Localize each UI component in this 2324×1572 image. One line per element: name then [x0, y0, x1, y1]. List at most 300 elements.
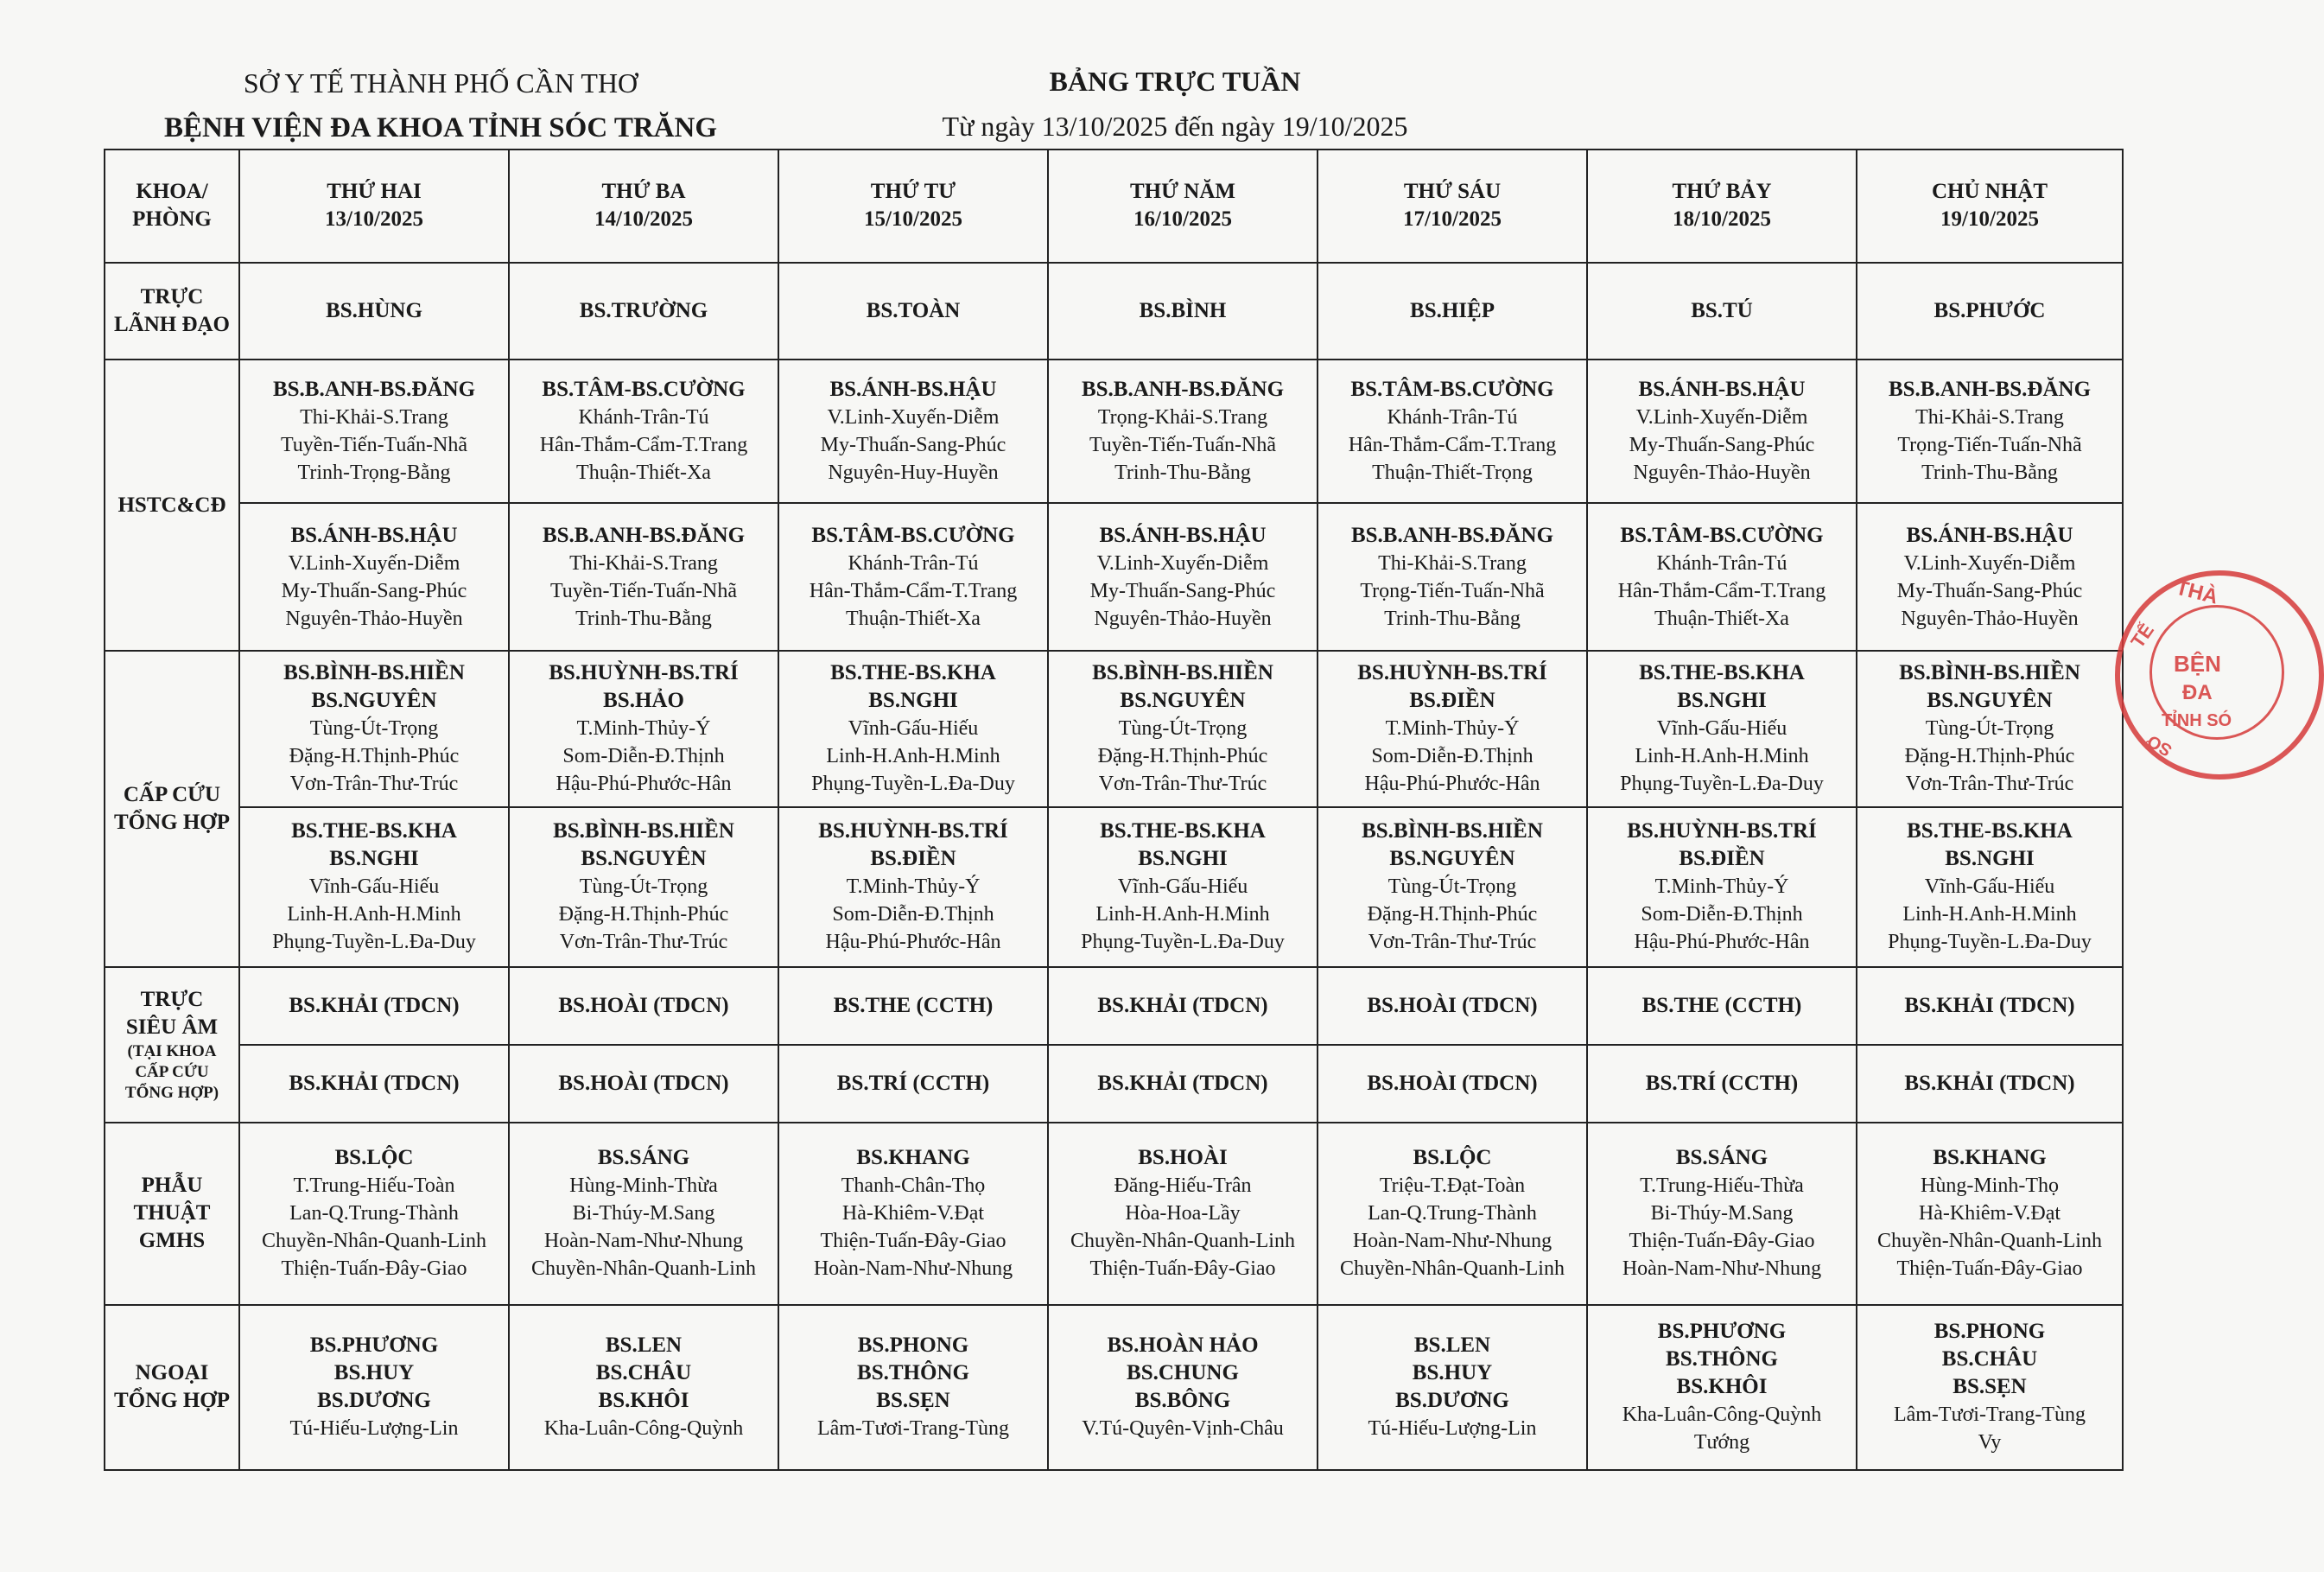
staff-names: Thiện-Tuấn-Đây-Giao — [1089, 1257, 1276, 1281]
section-label-line: LÃNH ĐẠO — [113, 312, 231, 336]
corner-header — [105, 150, 239, 263]
staff-names: V.Linh-Xuyến-Diễm — [1903, 551, 2076, 575]
staff-names: Hà-Khiêm-V.Đạt — [841, 1202, 985, 1225]
section-label-line: HSTC&CĐ — [117, 493, 226, 517]
staff-names: Vĩnh-Gấu-Hiếu — [1924, 875, 2055, 899]
staff-names: Som-Diễn-Đ.Thịnh — [1641, 903, 1803, 926]
duty-cell — [1587, 1305, 1857, 1470]
staff-names: Trinh-Thu-Bằng — [575, 607, 712, 630]
staff-names: Bi-Thúy-M.Sang — [572, 1202, 715, 1225]
header-row — [105, 150, 2123, 263]
duty-cell — [239, 807, 509, 967]
staff-names: Khánh-Trân-Tú — [578, 406, 709, 430]
duty-cell — [1587, 263, 1857, 360]
seal-text: SỞ — [2143, 729, 2175, 761]
staff-names: V.Tú-Quyên-Vịnh-Châu — [1082, 1417, 1284, 1441]
staff-names: Vĩnh-Gấu-Hiếu — [1117, 875, 1248, 899]
duty-cell — [778, 263, 1048, 360]
staff-names: Hùng-Minh-Thọ — [1921, 1174, 2059, 1198]
staff-names: Hậu-Phú-Phước-Hân — [1364, 773, 1540, 796]
doctor-name: BS.B.ANH-BS.ĐĂNG — [272, 378, 476, 402]
staff-names: Đăng-Hiếu-Trân — [1114, 1174, 1252, 1198]
duty-cell — [509, 967, 778, 1045]
duty-cell — [1857, 1123, 2123, 1305]
staff-names: Triệu-T.Đạt-Toàn — [1379, 1174, 1526, 1198]
staff-names: T.Minh-Thủy-Ý — [1385, 717, 1520, 741]
doctor-name: BS.HUỲNH-BS.TRÍ — [818, 819, 1008, 843]
staff-names: Chuyền-Nhân-Quanh-Linh — [1340, 1257, 1565, 1281]
doctor-name: BS.DƯƠNG — [1395, 1389, 1509, 1413]
doctor-name: BS.THE (CCTH) — [833, 994, 994, 1018]
hospital-name: BỆNH VIỆN ĐA KHOA TỈNH SÓC TRĂNG — [164, 112, 717, 143]
duty-cell — [1857, 360, 2123, 503]
staff-names: Nguyên-Thảo-Huyền — [285, 607, 463, 630]
schedule-row — [105, 1305, 2123, 1470]
staff-names: Phụng-Tuyền-L.Đa-Duy — [272, 931, 476, 954]
staff-names: Tùng-Út-Trọng — [309, 717, 439, 741]
staff-names: Thi-Khải-S.Trang — [569, 551, 718, 575]
section-label-line: SIÊU ÂM — [125, 1015, 219, 1039]
section-label-line: GMHS — [138, 1229, 206, 1253]
doctor-name: BS.TRƯỜNG — [579, 298, 708, 322]
doctor-name: BS.CHUNG — [1127, 1361, 1239, 1385]
duty-cell — [1318, 807, 1587, 967]
duty-cell — [509, 360, 778, 503]
section-sublabel-line: (TẠI KHOA — [127, 1041, 217, 1060]
staff-names: Chuyền-Nhân-Quanh-Linh — [1877, 1230, 2102, 1253]
section-label-line: TRỰC — [140, 987, 204, 1011]
doctor-name: BS.BÌNH-BS.HIỀN — [283, 661, 465, 685]
day-header — [1857, 150, 2123, 263]
document-title: BẢNG TRỰC TUẦN — [1049, 66, 1301, 97]
duty-cell — [1048, 967, 1318, 1045]
staff-names: Vơn-Trân-Thư-Trúc — [1368, 931, 1537, 954]
doctor-name: BS.BÌNH-BS.HIỀN — [553, 819, 734, 843]
seal-text: TỈNH SÓ — [2162, 711, 2232, 730]
staff-names: Lâm-Tươi-Trang-Tùng — [1893, 1403, 2086, 1427]
doctor-name: BS.NGHI — [1677, 689, 1767, 713]
duty-cell — [778, 360, 1048, 503]
day-name: THỨ SÁU — [1403, 180, 1502, 204]
staff-names: Tướng — [1693, 1431, 1750, 1454]
staff-names: Chuyền-Nhân-Quanh-Linh — [262, 1230, 486, 1253]
staff-names: Phụng-Tuyền-L.Đa-Duy — [1081, 931, 1285, 954]
duty-cell — [1587, 1045, 1857, 1122]
section-label-line: PHẪU — [141, 1174, 203, 1198]
doctor-name: BS.ĐIỀN — [1679, 847, 1765, 871]
day-date: 18/10/2025 — [1673, 207, 1771, 232]
duty-cell — [1048, 1305, 1318, 1470]
staff-names: Thiện-Tuấn-Đây-Giao — [1629, 1230, 1815, 1253]
section-label-line: THUẬT — [133, 1201, 211, 1225]
doctor-name: BS.ĐIỀN — [1409, 689, 1495, 713]
section-label-line: CẤP CỨU — [123, 782, 221, 806]
staff-names: Vĩnh-Gấu-Hiếu — [308, 875, 440, 899]
doctor-name: BS.TOÀN — [866, 298, 961, 322]
doctor-name: BS.KHẢI (TDCN) — [289, 994, 460, 1018]
day-header — [239, 150, 509, 263]
doctor-name: BS.LEN — [605, 1333, 683, 1358]
doctor-name: BS.B.ANH-BS.ĐĂNG — [542, 523, 746, 547]
duty-cell — [778, 807, 1048, 967]
duty-cell — [778, 1045, 1048, 1122]
duty-cell — [778, 503, 1048, 651]
doctor-name: BS.NGHI — [868, 689, 958, 713]
doctor-name: BS.BÌNH-BS.HIỀN — [1362, 819, 1543, 843]
staff-names: Linh-H.Anh-H.Minh — [1635, 745, 1809, 768]
doctor-name: BS.NGUYÊN — [311, 689, 437, 713]
staff-names: Chuyền-Nhân-Quanh-Linh — [1070, 1230, 1295, 1253]
staff-names: Hậu-Phú-Phước-Hân — [825, 931, 1001, 954]
doctor-name: BS.HUỲNH-BS.TRÍ — [549, 661, 739, 685]
duty-cell — [778, 1305, 1048, 1470]
department-name: SỞ Y TẾ THÀNH PHỐ CẦN THƠ — [243, 67, 638, 99]
doctor-name: BS.HUỲNH-BS.TRÍ — [1357, 661, 1547, 685]
doctor-name: BS.SẸN — [1953, 1375, 2027, 1399]
duty-cell — [1318, 503, 1587, 651]
staff-names: T.Trung-Hiếu-Thừa — [1640, 1174, 1804, 1198]
doctor-name: BS.NGUYÊN — [581, 847, 707, 871]
doctor-name: BS.LỘC — [1413, 1146, 1492, 1170]
staff-names: Hà-Khiêm-V.Đạt — [1918, 1202, 2061, 1225]
doctor-name: BS.HOÀN HẢO — [1107, 1333, 1259, 1358]
staff-names: Hùng-Minh-Thừa — [569, 1174, 718, 1198]
staff-names: Đặng-H.Thịnh-Phúc — [558, 903, 729, 926]
doctor-name: BS.BÌNH-BS.HIỀN — [1092, 661, 1273, 685]
duty-cell — [239, 1305, 509, 1470]
staff-names: V.Linh-Xuyến-Diễm — [288, 551, 460, 575]
staff-names: Som-Diễn-Đ.Thịnh — [832, 903, 994, 926]
schedule-row — [105, 1123, 2123, 1305]
doctor-name: BS.HOÀI (TDCN) — [558, 994, 729, 1018]
duty-cell — [1318, 1123, 1587, 1305]
staff-names: Đặng-H.Thịnh-Phúc — [1097, 745, 1268, 768]
day-name: THỨ TƯ — [870, 180, 956, 204]
day-name: THỨ HAI — [327, 180, 422, 204]
day-name: THỨ BA — [601, 180, 686, 204]
staff-names: Tú-Hiếu-Lượng-Lin — [289, 1417, 459, 1441]
section-label-line: NGOẠI — [135, 1361, 209, 1385]
duty-cell — [239, 360, 509, 503]
staff-names: Hoàn-Nam-Như-Nhung — [1622, 1257, 1822, 1281]
schedule-row — [105, 807, 2123, 967]
doctor-name: BS.TRÍ (CCTH) — [836, 1072, 990, 1096]
section-label-line: TỔNG HỢP — [113, 1389, 231, 1413]
staff-names: Đặng-H.Thịnh-Phúc — [1367, 903, 1538, 926]
staff-names: T.Minh-Thủy-Ý — [846, 875, 981, 899]
duty-cell — [778, 651, 1048, 807]
staff-names: Vơn-Trân-Thư-Trúc — [289, 773, 459, 796]
staff-names: Hân-Thắm-Cẩm-T.Trang — [1617, 579, 1826, 602]
staff-names: Khánh-Trân-Tú — [1387, 406, 1518, 430]
staff-names: Kha-Luân-Công-Quỳnh — [1622, 1403, 1822, 1427]
doctor-name: BS.THE-BS.KHA — [1100, 819, 1266, 843]
doctor-name: BS.TÂM-BS.CƯỜNG — [1350, 378, 1554, 402]
staff-names: T.Minh-Thủy-Ý — [576, 717, 711, 741]
doctor-name: BS.B.ANH-BS.ĐĂNG — [1888, 378, 2092, 402]
duty-cell — [1587, 807, 1857, 967]
doctor-name: BS.NGUYÊN — [1927, 689, 2053, 713]
section-sublabel-line: CẤP CỨU — [135, 1062, 209, 1081]
staff-names: My-Thuấn-Sang-Phúc — [281, 579, 467, 602]
doctor-name: BS.KHẢI (TDCN) — [1097, 994, 1268, 1018]
section-label-line: TRỰC — [140, 284, 204, 309]
doctor-name: BS.DƯƠNG — [317, 1389, 431, 1413]
staff-names: Thi-Khải-S.Trang — [1378, 551, 1527, 575]
day-name: THỨ NĂM — [1130, 180, 1235, 204]
staff-names: Thiện-Tuấn-Đây-Giao — [820, 1230, 1006, 1253]
schedule-row — [105, 503, 2123, 651]
doctor-name: BS.HUY — [1412, 1361, 1493, 1385]
doctor-name: BS.HOÀI — [1138, 1146, 1228, 1170]
staff-names: Đặng-H.Thịnh-Phúc — [289, 745, 460, 768]
section-label — [105, 360, 239, 651]
staff-names: Linh-H.Anh-H.Minh — [287, 903, 461, 926]
duty-cell — [1587, 651, 1857, 807]
duty-cell — [1857, 1305, 2123, 1470]
staff-names: Som-Diễn-Đ.Thịnh — [1371, 745, 1533, 768]
duty-cell — [1048, 651, 1318, 807]
duty-cell — [778, 1123, 1048, 1305]
staff-names: Kha-Luân-Công-Quỳnh — [543, 1417, 744, 1441]
doctor-name: BS.KHẢI (TDCN) — [1904, 994, 2075, 1018]
duty-cell — [1857, 967, 2123, 1045]
staff-names: My-Thuấn-Sang-Phúc — [820, 434, 1006, 457]
staff-names: Lan-Q.Trung-Thành — [1368, 1202, 1537, 1225]
staff-names: Thanh-Chân-Thọ — [841, 1174, 986, 1198]
doctor-name: BS.ÁNH-BS.HẬU — [290, 523, 458, 547]
schedule-row — [105, 1045, 2123, 1122]
staff-names: My-Thuấn-Sang-Phúc — [1896, 579, 2083, 602]
staff-names: Tùng-Út-Trọng — [1118, 717, 1248, 741]
staff-names: Tuyền-Tiến-Tuấn-Nhã — [549, 579, 738, 602]
section-label — [105, 263, 239, 360]
duty-cell — [239, 503, 509, 651]
duty-cell — [509, 1123, 778, 1305]
doctor-name: BS.NGHI — [329, 847, 419, 871]
staff-names: Phụng-Tuyền-L.Đa-Duy — [1620, 773, 1824, 796]
staff-names: Tuyền-Tiến-Tuấn-Nhã — [1089, 434, 1277, 457]
section-label-line: TỔNG HỢP — [113, 810, 231, 834]
staff-names: Hân-Thắm-Cẩm-T.Trang — [1348, 434, 1557, 457]
doctor-name: BS.TÂM-BS.CƯỜNG — [1620, 523, 1824, 547]
day-date: 13/10/2025 — [325, 207, 423, 232]
duty-cell — [509, 1305, 778, 1470]
duty-cell — [1587, 503, 1857, 651]
staff-names: Hoàn-Nam-Như-Nhung — [543, 1230, 744, 1253]
doctor-name: BS.CHÂU — [1941, 1347, 2038, 1372]
duty-cell — [1048, 503, 1318, 651]
doctor-name: BS.ÁNH-BS.HẬU — [1906, 523, 2073, 547]
doctor-name: BS.PHONG — [1933, 1320, 2046, 1344]
doctor-name: BS.NGUYÊN — [1120, 689, 1246, 713]
staff-names: Nguyên-Huy-Huyền — [828, 461, 999, 485]
staff-names: Nguyên-Thảo-Huyền — [1094, 607, 1272, 630]
duty-cell — [1587, 967, 1857, 1045]
staff-names: Hân-Thắm-Cẩm-T.Trang — [809, 579, 1018, 602]
duty-cell — [1048, 1045, 1318, 1122]
duty-cell — [509, 263, 778, 360]
doctor-name: BS.THE-BS.KHA — [830, 661, 996, 685]
duty-cell — [1857, 807, 2123, 967]
duty-cell — [239, 263, 509, 360]
staff-names: Lâm-Tươi-Trang-Tùng — [816, 1417, 1010, 1441]
duty-cell — [1318, 263, 1587, 360]
staff-names: Đặng-H.Thịnh-Phúc — [1904, 745, 2075, 768]
duty-schedule-table — [104, 149, 2124, 1471]
staff-names: Vơn-Trân-Thư-Trúc — [559, 931, 728, 954]
schedule-row — [105, 651, 2123, 807]
duty-cell — [509, 503, 778, 651]
staff-names: Vĩnh-Gấu-Hiếu — [848, 717, 979, 741]
staff-names: Nguyên-Thảo-Huyền — [1633, 461, 1811, 485]
section-label — [105, 651, 239, 967]
doctor-name: BS.HÙNG — [326, 298, 422, 322]
doctor-name: BS.BÌNH — [1139, 298, 1227, 322]
duty-cell — [509, 807, 778, 967]
staff-names: Thiện-Tuấn-Đây-Giao — [281, 1257, 467, 1281]
doctor-name: BS.TÂM-BS.CƯỜNG — [542, 378, 746, 402]
day-date: 16/10/2025 — [1133, 207, 1232, 232]
doctor-name: BS.KHANG — [1933, 1146, 2047, 1170]
staff-names: Hòa-Hoa-Lầy — [1125, 1202, 1241, 1225]
staff-names: Hậu-Phú-Phước-Hân — [1634, 931, 1810, 954]
doctor-name: BS.LỘC — [334, 1146, 414, 1170]
doctor-name: BS.HẢO — [603, 689, 684, 713]
day-header — [1048, 150, 1318, 263]
duty-cell — [1048, 807, 1318, 967]
doctor-name: BS.NGHI — [1945, 847, 2035, 871]
staff-names: Vy — [1978, 1431, 2002, 1454]
schedule-row — [105, 263, 2123, 360]
staff-names: Bi-Thúy-M.Sang — [1650, 1202, 1794, 1225]
duty-cell — [1318, 967, 1587, 1045]
duty-cell — [509, 651, 778, 807]
staff-names: Vĩnh-Gấu-Hiếu — [1656, 717, 1787, 741]
doctor-name: BS.ĐIỀN — [870, 847, 956, 871]
day-date: 14/10/2025 — [594, 207, 693, 232]
doctor-name: BS.TÂM-BS.CƯỜNG — [811, 523, 1015, 547]
staff-names: Tùng-Út-Trọng — [1387, 875, 1517, 899]
doctor-name: BS.CHÂU — [595, 1361, 692, 1385]
staff-names: Trọng-Khải-S.Trang — [1097, 406, 1268, 430]
schedule-row — [105, 360, 2123, 503]
staff-names: V.Linh-Xuyến-Diễm — [1096, 551, 1269, 575]
doctor-name: BS.BÔNG — [1134, 1389, 1231, 1413]
section-label — [105, 1123, 239, 1305]
seal-text: THÀ — [2173, 576, 2220, 609]
staff-names: Hân-Thắm-Cẩm-T.Trang — [539, 434, 748, 457]
doctor-name: BS.NGUYÊN — [1389, 847, 1515, 871]
corner-header-line: KHOA/ — [136, 180, 208, 204]
duty-cell — [1318, 651, 1587, 807]
duty-cell — [1857, 1045, 2123, 1122]
doctor-name: BS.PHONG — [857, 1333, 969, 1358]
staff-names: Som-Diễn-Đ.Thịnh — [562, 745, 725, 768]
staff-names: V.Linh-Xuyến-Diễm — [827, 406, 1000, 430]
staff-names: Vơn-Trân-Thư-Trúc — [1905, 773, 2074, 796]
staff-names: Trinh-Thu-Bằng — [1384, 607, 1521, 630]
staff-names: Thuận-Thiết-Trọng — [1372, 461, 1533, 485]
doctor-name: BS.ÁNH-BS.HẬU — [829, 378, 997, 402]
staff-names: Hoàn-Nam-Như-Nhung — [1352, 1230, 1553, 1253]
doctor-name: BS.ÁNH-BS.HẬU — [1099, 523, 1267, 547]
official-seal — [2115, 570, 2324, 780]
doctor-name: BS.KHẢI (TDCN) — [1904, 1072, 2075, 1096]
staff-names: V.Linh-Xuyến-Diễm — [1635, 406, 1808, 430]
day-header — [778, 150, 1048, 263]
duty-cell — [239, 1123, 509, 1305]
doctor-name: BS.THÔNG — [857, 1361, 969, 1385]
doctor-name: BS.ÁNH-BS.HẬU — [1638, 378, 1806, 402]
staff-names: Thuận-Thiết-Xa — [576, 461, 711, 485]
doctor-name: BS.SẸN — [876, 1389, 950, 1413]
doctor-name: BS.SÁNG — [1675, 1146, 1768, 1170]
doctor-name: BS.TRÍ (CCTH) — [1645, 1072, 1799, 1096]
staff-names: T.Minh-Thủy-Ý — [1654, 875, 1789, 899]
staff-names: Trọng-Tiến-Tuấn-Nhã — [1897, 434, 2082, 457]
schedule-row — [105, 967, 2123, 1045]
staff-names: Hậu-Phú-Phước-Hân — [556, 773, 732, 796]
duty-cell — [239, 651, 509, 807]
doctor-name: BS.KHANG — [856, 1146, 970, 1170]
duty-cell — [1318, 1045, 1587, 1122]
doctor-name: BS.LEN — [1413, 1333, 1491, 1358]
staff-names: Chuyền-Nhân-Quanh-Linh — [531, 1257, 756, 1281]
staff-names: Thuận-Thiết-Xa — [1654, 607, 1789, 630]
day-date: 17/10/2025 — [1403, 207, 1502, 232]
duty-cell — [1857, 263, 2123, 360]
duty-cell — [1048, 1123, 1318, 1305]
doctor-name: BS.THE-BS.KHA — [1639, 661, 1805, 685]
day-header — [509, 150, 778, 263]
staff-names: Phụng-Tuyền-L.Đa-Duy — [1888, 931, 2092, 954]
staff-names: Thi-Khải-S.Trang — [1915, 406, 2064, 430]
staff-names: Trinh-Trọng-Bằng — [297, 461, 451, 485]
staff-names: Trọng-Tiến-Tuấn-Nhã — [1360, 579, 1545, 602]
doctor-name: BS.THÔNG — [1666, 1347, 1778, 1372]
doctor-name: BS.PHƯƠNG — [1657, 1320, 1787, 1344]
doctor-name: BS.PHƯƠNG — [309, 1333, 439, 1358]
section-label — [105, 967, 239, 1123]
seal-text: TẾ — [2126, 620, 2158, 652]
doctor-name: BS.PHƯỚC — [1933, 298, 2046, 322]
day-header — [1318, 150, 1587, 263]
section-sublabel-line: TỔNG HỢP) — [124, 1083, 219, 1102]
staff-names: Khánh-Trân-Tú — [848, 551, 979, 575]
doctor-name: BS.B.ANH-BS.ĐĂNG — [1350, 523, 1554, 547]
staff-names: Linh-H.Anh-H.Minh — [1095, 903, 1270, 926]
doctor-name: BS.THE-BS.KHA — [291, 819, 457, 843]
duty-cell — [239, 1045, 509, 1122]
duty-cell — [509, 1045, 778, 1122]
staff-names: Trinh-Thu-Bằng — [1921, 461, 2058, 485]
doctor-name: BS.KHẢI (TDCN) — [1097, 1072, 1268, 1096]
staff-names: Lan-Q.Trung-Thành — [289, 1202, 459, 1225]
day-name: CHỦ NHẬT — [1931, 180, 2048, 204]
doctor-name: BS.BÌNH-BS.HIỀN — [1899, 661, 2080, 685]
doctor-name: BS.KHÔI — [1676, 1375, 1768, 1399]
duty-cell — [1587, 360, 1857, 503]
staff-names: Vơn-Trân-Thư-Trúc — [1098, 773, 1267, 796]
staff-names: Thuận-Thiết-Xa — [846, 607, 981, 630]
day-date: 15/10/2025 — [864, 207, 962, 232]
staff-names: Thi-Khải-S.Trang — [300, 406, 448, 430]
duty-cell — [239, 967, 509, 1045]
doctor-name: BS.SÁNG — [597, 1146, 690, 1170]
doctor-name: BS.KHẢI (TDCN) — [289, 1072, 460, 1096]
staff-names: Nguyên-Thảo-Huyền — [1901, 607, 2079, 630]
